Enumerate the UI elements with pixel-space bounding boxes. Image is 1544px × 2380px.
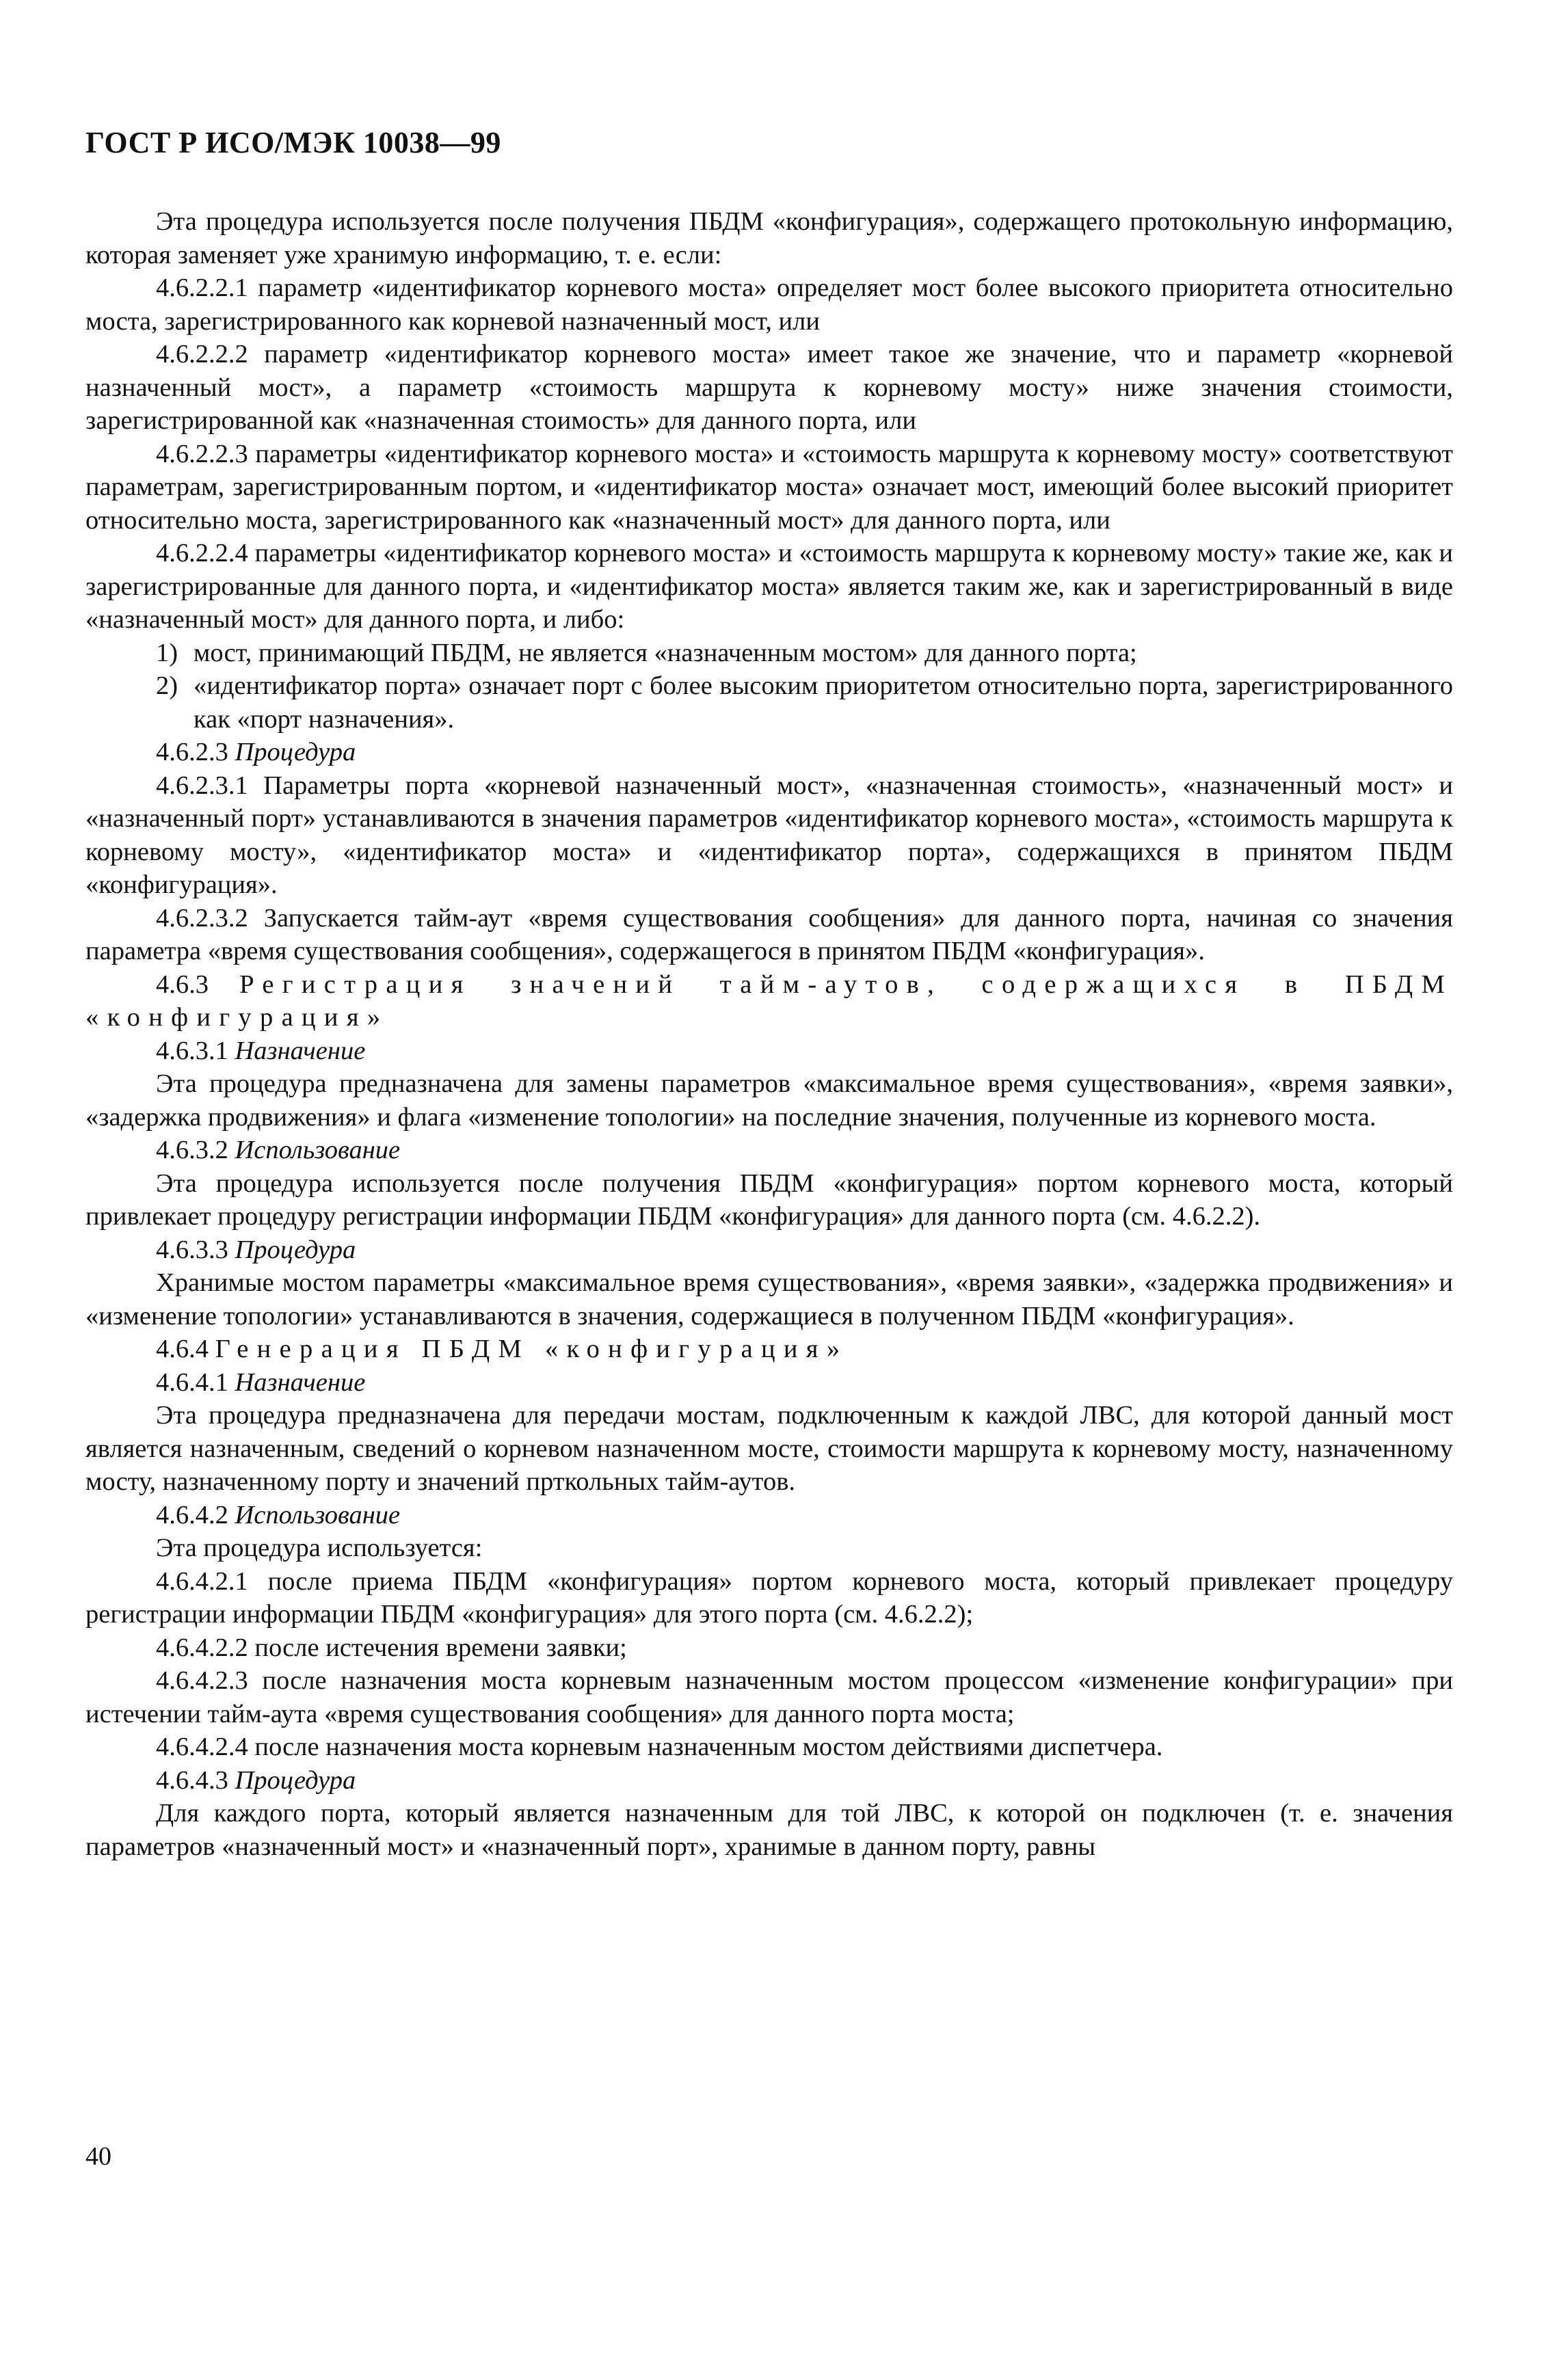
paragraph: 4.6.2.2.1 параметр «идентификатор корневого моста» определяет мост более высокого приоритета относительно моста, зарегистрированного как корневой назначенный мост, или <box>85 273 1453 336</box>
list-item-text: мост, принимающий ПБДМ, не является «назначенным мостом» для данного порта; <box>194 638 1137 667</box>
list-item-text: «идентификатор порта» означает порт с более высоким приоритетом относительно порта, зарегистрированного как «порт назначения». <box>194 671 1453 734</box>
section-number: 4.6.3.1 <box>156 1036 228 1065</box>
paragraph: 4.6.2.3.2 Запускается тайм-аут «время существования сообщения» для данного порта, начиная со значения параметра «время существования сообщения», содержащегося в принятом ПБДМ «конфигурация». <box>85 903 1453 965</box>
section-heading <box>85 1233 1453 1267</box>
section-title: Назначение <box>235 1367 366 1397</box>
section-title: Использование <box>235 1136 401 1164</box>
section-heading <box>85 1366 1453 1400</box>
paragraph: Хранимые мостом параметры «максимальное время существования», «время заявки», «задержка продвижения» и «изменение топологии» устанавливаются в значения, содержащиеся в полученном ПБДМ «конфигурация». <box>85 1268 1453 1331</box>
section-number: 4.6.2.3 <box>156 738 228 766</box>
section-heading <box>85 1764 1453 1797</box>
paragraph: 4.6.2.3.1 Параметры порта «корневой назначенный мост», «назначенная стоимость», «назначенный мост» и «назначенный порт» устанавливаются в значения параметров «идентификатор корневого моста», «стоимость маршрута к корневому мосту», «идентификатор моста» и «идентификатор порта», содержащихся в принятом ПБДМ «конфигурация». <box>85 771 1453 899</box>
paragraph: 4.6.2.2.3 параметры «идентификатор корневого моста» и «стоимость маршрута к корневому мосту» соответствуют параметрам, зарегистрированным портом, и «идентификатор моста» означает мост, имеющий более высокий приоритет относительно моста, зарегистрированного как «назначенный мост» для данного порта, или <box>85 439 1453 535</box>
section-heading <box>85 1499 1453 1532</box>
paragraph: Эта процедура используется после получения ПБДМ «конфигурация» портом корневого моста, который привлекает процедуру регистрации информации ПБДМ «конфигурация» для данного порта (см. 4.6.2.2). <box>85 1168 1453 1231</box>
section-heading <box>85 736 1453 769</box>
section-title: Регистрация значений тайм-аутов, содержащихся в ПБДМ «конфигурация» <box>85 970 1453 1032</box>
document-header: ГОСТ Р ИСО/МЭК 10038—99 <box>85 126 501 159</box>
section-title: Процедура <box>235 738 356 766</box>
section-number: 4.6.3.3 <box>156 1235 228 1264</box>
list-item <box>85 669 1453 736</box>
page-number: 40 <box>85 2142 111 2171</box>
section-number: 4.6.4.3 <box>156 1765 228 1795</box>
section-number: 4.6.3 <box>156 970 209 999</box>
paragraph: Эта процедура предназначена для замены параметров «максимальное время существования», «время заявки», «задержка продвижения» и флага «изменение топологии» на последние значения, полученные из корневого моста. <box>85 1069 1453 1132</box>
paragraph: Эта процедура предназначена для передачи мостам, подключенным к каждой ЛВС, для которой данный мост является назначенным, сведений о корневом назначенном мосте, стоимости маршрута к корневому мосту, назначенному мосту, назначенному порту и значений прткольных тайм-аутов. <box>85 1401 1453 1496</box>
paragraph: 4.6.2.2.4 параметры «идентификатор корневого моста» и «стоимость маршрута к корневому мосту» такие же, как и зарегистрированные для данного порта, и «идентификатор моста» является таким же, как и зарегистрированный в виде «назначенный мост» для данного порта, и либо: <box>85 539 1453 634</box>
section-heading <box>85 1034 1453 1068</box>
section-title: Назначение <box>235 1036 366 1065</box>
section-title: Процедура <box>235 1235 356 1264</box>
paragraph: 4.6.2.2.2 параметр «идентификатор корневого моста» имеет такое же значение, что и параметр «корневой назначенный мост», а параметр «стоимость маршрута к корневому мосту» ниже значения стоимости, зарегистрированной как «назначенная стоимость» для данного порта, или <box>85 340 1453 435</box>
paragraph: 4.6.4.2.3 после назначения моста корневым назначенным мостом процессом «изменение конфигурации» при истечении тайм-аута «время существования сообщения» для данного порта моста; <box>85 1666 1453 1728</box>
section-heading <box>85 968 1453 1034</box>
paragraph: 4.6.4.2.2 после истечения времени заявки; <box>156 1633 627 1662</box>
section-title: Использование <box>235 1500 401 1529</box>
list-item <box>85 637 1453 670</box>
paragraph: Эта процедура используется: <box>156 1534 483 1562</box>
list-item-number: 1) <box>156 638 178 667</box>
section-number: 4.6.4.1 <box>156 1367 228 1397</box>
section-title: Процедура <box>235 1765 356 1795</box>
paragraph: 4.6.4.2.4 после назначения моста корневым назначенным мостом действиями диспетчера. <box>156 1733 1163 1761</box>
section-heading <box>85 1333 1453 1366</box>
section-title: Генерация ПБДМ «конфигурация» <box>215 1335 849 1363</box>
paragraph: 4.6.4.2.1 после приема ПБДМ «конфигурация» портом корневого моста, который привлекает процедуру регистрации информации ПБДМ «конфигурация» для этого порта (см. 4.6.2.2); <box>85 1566 1453 1629</box>
paragraph: Для каждого порта, который является назначенным для той ЛВС, к которой он подключен (т. е. значения параметров «назначенный мост» и «назначенный порт», хранимые в данном порту, равны <box>85 1799 1453 1861</box>
document-body <box>85 205 1453 1863</box>
section-heading <box>85 1134 1453 1167</box>
section-number: 4.6.3.2 <box>156 1136 228 1164</box>
section-number: 4.6.4.2 <box>156 1500 228 1529</box>
paragraph: Эта процедура используется после получения ПБДМ «конфигурация», содержащего протокольную информацию, которая заменяет уже хранимую информацию, т. е. если: <box>85 207 1453 269</box>
list-item-number: 2) <box>156 671 178 700</box>
section-number: 4.6.4 <box>156 1335 209 1363</box>
